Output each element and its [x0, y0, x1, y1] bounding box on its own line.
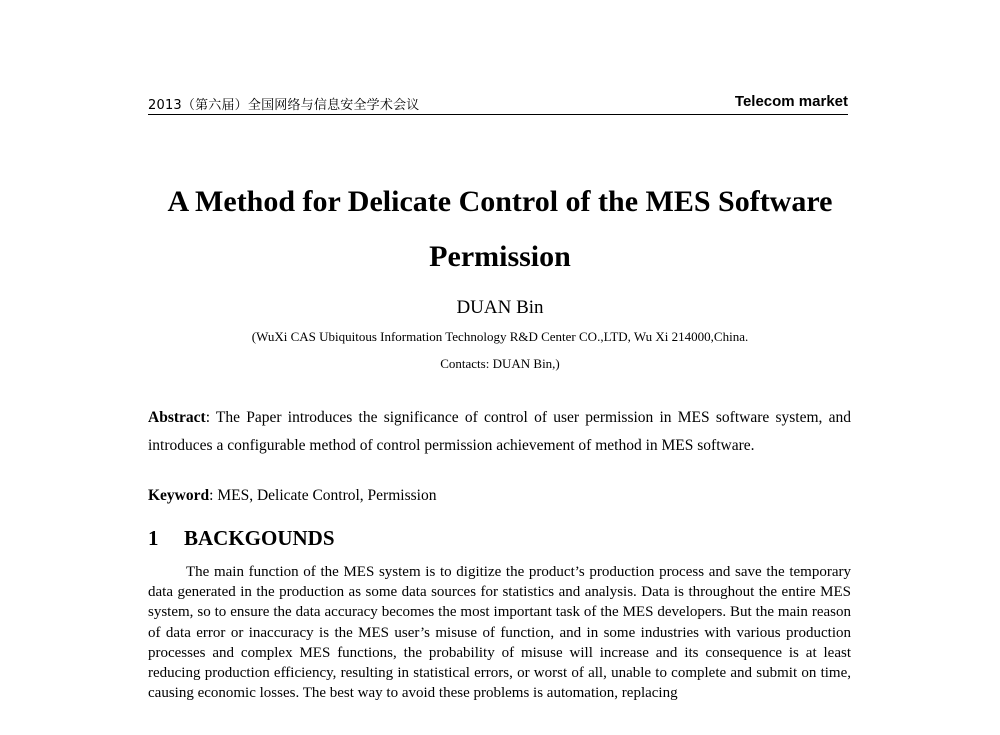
author-contacts: Contacts: DUAN Bin,): [440, 356, 560, 371]
keywords: [148, 487, 436, 505]
section-heading: [148, 526, 335, 551]
keyword-text: : MES, Delicate Control, Permission: [209, 487, 437, 504]
paper-title-line-2: Permission: [429, 240, 571, 273]
journal-name: Telecom market: [734, 93, 848, 110]
body-paragraph: The main function of the MES system is to digitize the product’s production process and save the temporary data generated in the production as some data sources for statistics and analysis. Data is throughout the entire MES system, so to ensure the data accuracy becomes the most important task of the MES developers. But the main reason of data error or inaccuracy is the MES user’s misuse of function, and in some industries with various production processes and complex MES functions, the probability of misuse will increase and its consequence is at least reducing production efficiency, resulting in statistical errors, or worst of all, unable to complete and submit on time, causing economic losses. The best way to avoid these problems is automation, replacing: [148, 564, 851, 702]
abstract-label: Abstract: [148, 409, 206, 426]
section-number: 1: [148, 526, 159, 550]
keyword-label: Keyword: [148, 487, 210, 504]
author-name: DUAN Bin: [456, 297, 544, 318]
section-title: BACKGOUNDS: [184, 526, 335, 550]
running-header: [148, 92, 848, 115]
abstract: [148, 404, 851, 460]
abstract-text: : The Paper introduces the significance of control of user permission in MES software system, and introduces a configurable method of control permission achievement of method in MES software.: [148, 409, 851, 454]
paper-title-line-1: A Method for Delicate Control of the MES Software: [167, 185, 833, 218]
conference-name: 2013（第六届）全国网络与信息安全学术会议: [148, 98, 420, 113]
author-affiliation: (WuXi CAS Ubiquitous Information Technology R&D Center CO.,LTD, Wu Xi 214000,China.: [251, 329, 749, 344]
